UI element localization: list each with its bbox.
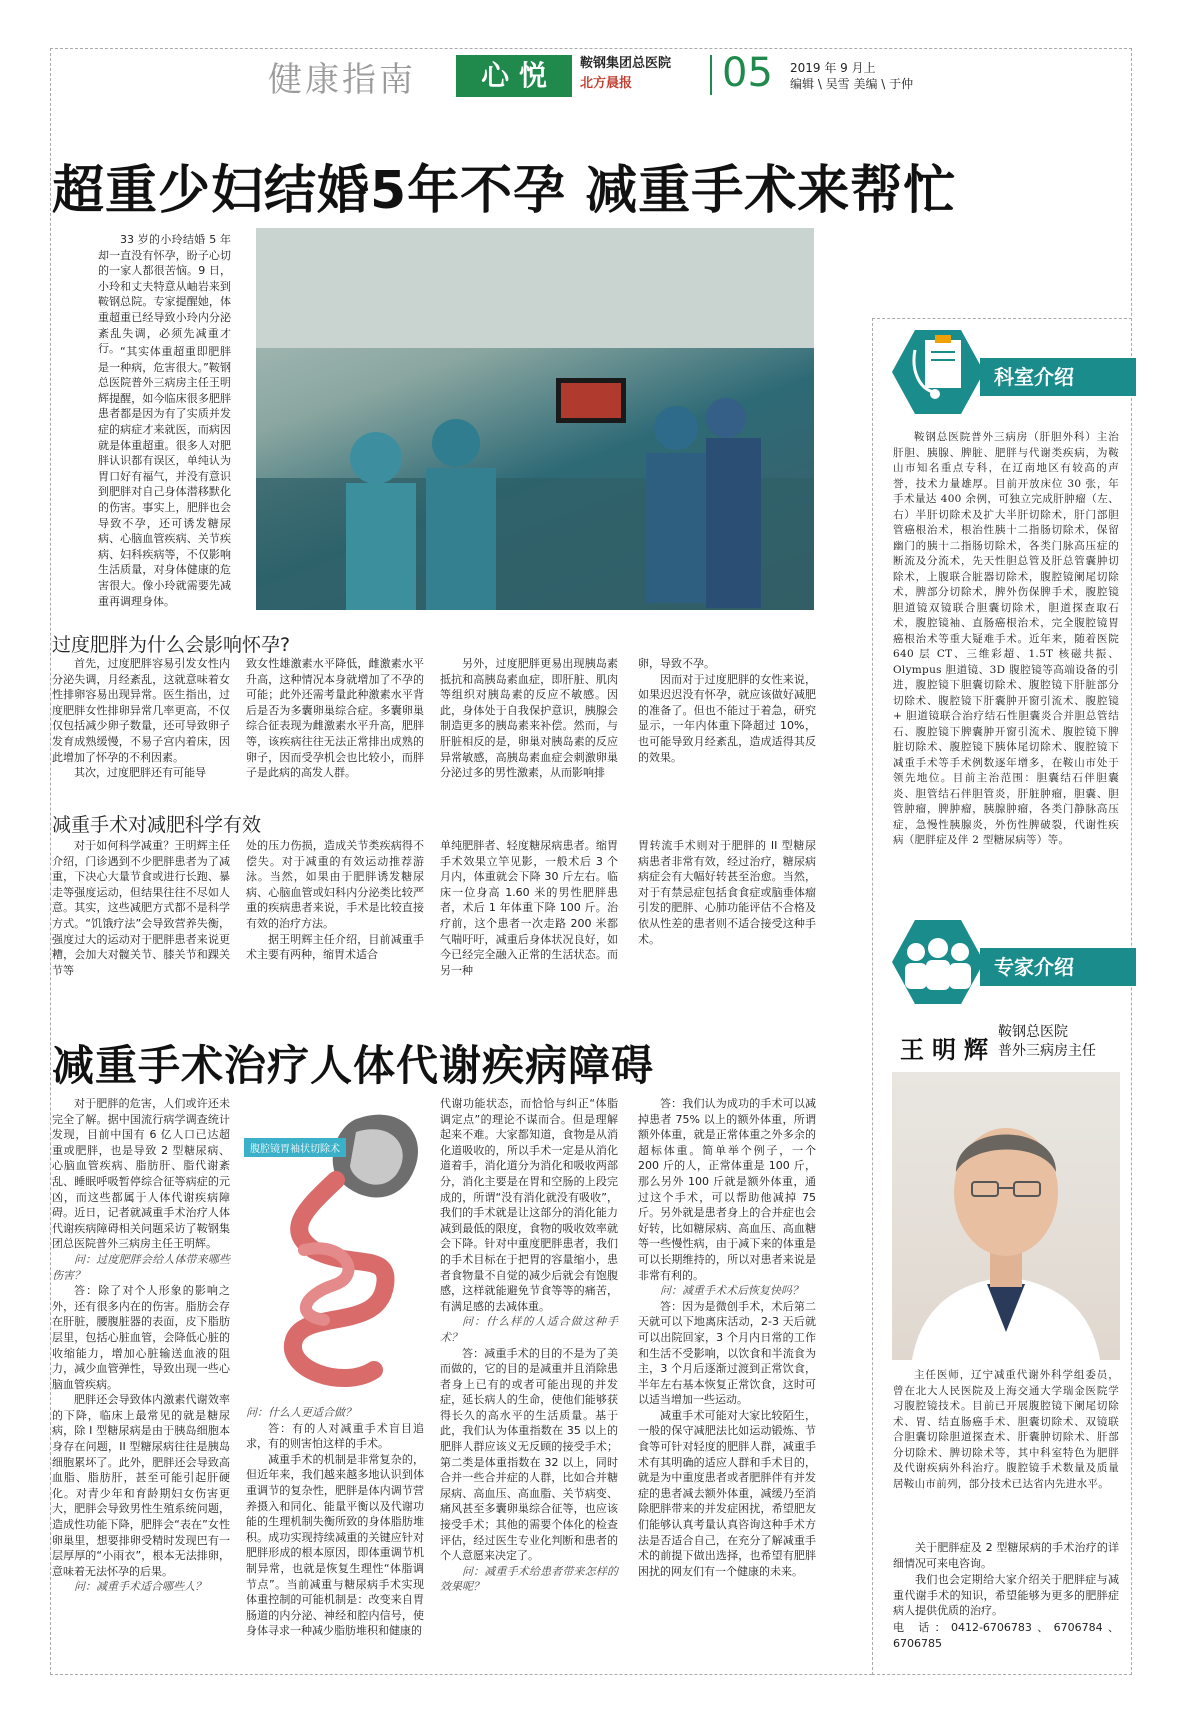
expert-name: 王明辉: [900, 1035, 996, 1064]
a2-col4-text-b: 答：因为是微创手术，术后第二天就可以下地离床活动，2-3 天后就可以出院回家，3 个月内日常的工作和生活不受影响，以饮食和半流食为主，3 个月后逐渐过渡到正常饮食，半年左右基本恢复正常饮食，这时可以适当增加一些运动。: [638, 1299, 816, 1407]
s1-col1: [52, 656, 230, 806]
a2-col3-text: 代谢功能状态，而恰恰与纠正“体脂调定点”的理论不谋而合。但是理解起来不难。大家都知道，食物是从消化道吸收的，所以手术一定是从消化道着手，消化道分为消化和吸收两部分，消化主要是在胃和空肠的上段完成的，所谓“没有消化就没有吸收”，我们的手术就是让这部分的消化能力减到最低的限度，食物的吸收效率就会下降。针对中重度肥胖患者，我们的手术目标在于把胃的容量缩小，患者食物量不自觉的减少后就会有饱腹感，这样就能避免节食等等的痛苦，有满足感的去减体重。: [440, 1097, 618, 1313]
a2-intro: 对于肥胖的危害，人们或许还未完全了解。据中国流行病学调查统计发现，目前中国有 6 亿人口已达超重或肥胖，也是导致 2 型糖尿病、心脑血管疾病、脂肪肝、脂代谢紊乱、睡眠呼吸暂停综合征等病症的元凶，而这些都属于人体代谢疾病障碍。近日，记者就减重手术治疗人体代谢疾病障碍相关问题采访了鞍钢集团总医院普外三病房主任王明辉。: [52, 1097, 230, 1251]
editors: 编辑 \ 吴雪 美编 \ 于仲: [790, 77, 914, 91]
hospital-name: 鞍钢集团总医院: [580, 56, 672, 71]
a2-question-3: 问：什么样的人适合做这种手术？: [440, 1315, 618, 1344]
expert-bio: 主任医师，辽宁减重代谢外科学组委员，曾在北大人民医院及上海交通大学瑞金医院学习腹腔镜技术。目前已开展腹腔镜下阑尾切除术、胃、结直肠癌手术、胆囊切除术、双镜联合胆囊切除胆道探查术、肝囊肿切除术、肝部分切除术、脾切除术等，其中科室特色为肥胖及代谢疾病外科治疗。腹腔镜手术数量及质量居鞍山市前列，部分技术已达省内先进水平。: [893, 1369, 1119, 1490]
a2-col4-text: 答：我们认为成功的手术可以减掉患者 75% 以上的额外体重，所谓额外体重，就是正常体重之外多余的超标体重。简单举个例子，一个 200 斤的人，正常体重是 100 斤，那么另外 100 斤就是额外体重，通过这个手术，可以帮助他减掉 75 斤。另外就是患者身上的合并症也会好转，比如糖尿病、高血压、高血糖等一些慢性病，由于减下来的体重是可以长期维持的，所以对患者来说是非常有利的。: [638, 1097, 816, 1282]
a2-col4: [638, 1096, 816, 1666]
a2-col4-text-c: 减重手术可能对大家比较陌生，一般的保守减肥法比如运动锻炼、节食等可针对轻度的肥胖人群，减重手术有其明确的适应人群和手术目的，就是为中重度患者或者肥胖伴有并发症的患者减去额外体重，减缓乃至消除肥胖带来的并发症困扰，希望肥友们能够认真考量认真咨询这种手术方法是否适合自己，在充分了解减重手术的前提下做出选择，也希望有肥胖困扰的网友们有一个健康的未来。: [638, 1408, 816, 1578]
s1-col4-text-b: 因而对于过度肥胖的女性来说，如果迟迟没有怀孕，就应该做好减肥的准备了。但也不能过于着急，研究显示，一年内体重下降超过 10%，也可能导致月经紊乱，造成适得其反的效果。: [638, 672, 816, 764]
a2-col3: [440, 1096, 618, 1666]
intro-paragraph-2: “其实体重超重即肥胖是一种病，危害很大。”鞍钢总医院普外三病房主任王明辉提醒，如今临床很多肥胖患者都是因为有了实质并发症的病症才来就医，而病因就是体重超重。很多人对肥胖认识都有误区，单纯认为胃口好有福气，并没有意识到肥胖对自己身体潜移默化的伤害。事实上，肥胖也会导致不孕，还可诱发糖尿病、心脑血管疾病、关节疾病、妇科疾病等，不仅影响生活质量，对身体健康的危害很大。像小玲就需要先减重再调理身体。: [98, 345, 231, 608]
headline-1: 超重少妇结婚5年不孕 减重手术来帮忙: [52, 161, 957, 221]
closing-paragraph-1: 关于肥胖症及 2 型糖尿病的手术治疗的详细情况可来电咨询。: [893, 1541, 1119, 1570]
subheading-2: 减重手术对减肥科学有效: [52, 814, 262, 836]
s2-col2-text: 处的压力伤损，造成关节类疾病得不偿失。对于减重的有效运动推荐游泳。当然，如果由于肥胖诱发糖尿病、心脑血管或妇科内分泌类比较严重的疾病患者来说，手术是比较直接有效的治疗方法。: [246, 839, 424, 930]
page-number: 05: [722, 50, 773, 96]
a2-question-1c: 问：减重手术适合哪些人？: [74, 1580, 206, 1594]
s1-col4: [638, 656, 816, 806]
newspaper-name: 北方晨报: [580, 76, 633, 91]
a2-col2-text-b: 减重手术的机制是非常复杂的，但近年来，我们越来越多地认识到体重调节的复杂性，肥胖是体内调节营养摄入和同化、能量平衡以及代谢功能的生理机制失衡所致的身体脂肪堆积。成功实现持续减重的关键应针对肥胖形成的根本原因，即体重调节机制异常，也就是恢复生理性“体脂调节点”。当前减重与糖尿病手术实现体重控制的可能机制是：改变来自胃肠道的内分泌、神经和腔内信号，使身体寻求一种减少脂肪堆积和健康的: [246, 1452, 424, 1638]
expert-badge: 专家介绍: [980, 948, 1136, 986]
s1-col3: 另外，过度肥胖更易出现胰岛素抵抗和高胰岛素血症，即肝脏、肌肉等组织对胰岛素的反应不敏感。因此，身体处于自我保护意识，胰腺会制造更多的胰岛素来补偿。然而，与肝脏相反的是，卵巢对胰岛素的反应异常敏感，高胰岛素血症会刺激卵巢分泌过多的男性激素，从而影响排: [440, 657, 618, 780]
a2-col3-text-b: 答：减重手术的目的不是为了美而做的，它的目的是减重并且消除患者身上已有的或者可能出现的并发症，延长病人的生命，使他们能够获得长久的高水平的生活质量。基于此，我们认为体重指数在 35 以上的肥胖人群应该义无反顾的接受手术；第二类是体重指数在 32 以上，同时合并一些合并症的人群，比如合并糖尿病、高血压、高血脂、关节病变、痛风甚至多囊卵巢综合征等，也应该接受手术；其他的需要个体化的检查评估，经过医生专业化判断和患者的个人意愿来决定了。: [440, 1346, 618, 1563]
s2-col4: 胃转流手术则对于肥胖的 II 型糖尿病患者非常有效，经过治疗，糖尿病病症会有大幅好转甚至治愈。当然，对于有禁忌症包括食食症或脑垂体瘤引发的肥胖、心肺功能评估不合格及依从性差的患者则不适合接受这种手术。: [638, 839, 816, 946]
a2-col2: [246, 1405, 424, 1665]
issue-date: 2019 年 9 月上: [790, 61, 876, 75]
a2-question-1: 问：过度肥胖会给人体带来哪些伤害？: [52, 1252, 230, 1282]
logo: 心 悦: [456, 55, 572, 97]
s1-col1-text-b: 其次，过度肥胖还有可能导: [74, 766, 206, 780]
illustration-label: 腹腔镜胃袖状切除术: [244, 1138, 346, 1157]
s1-col4-text: 卵，导致不孕。: [638, 657, 715, 670]
department-badge: 科室介绍: [980, 358, 1136, 396]
digestive-illustration: [244, 1100, 428, 1400]
a2-answer-1b: 肥胖还会导致体内激素代谢效率的下降，临床上最常见的就是糖尿病，除 I 型糖尿病是由于胰岛细胞本身存在问题，II 型糖尿病往往是胰岛细胞累坏了。此外，肥胖还会导致高血脂、脂肪肝，甚至可能引起肝硬化。对青少年和育龄期妇女伤害更大，肥胖会导致男性生殖系统问题，造成性功能下降，肥胖会“表在”女性卵巢里，想要排卵受精时发现巴有一层厚厚的“小雨衣”，根本无法排卵，意味着无法怀孕的后果。: [52, 1393, 230, 1578]
closing-paragraph-2: 我们也会定期给大家介绍关于肥胖症与减重代谢手术的知识，希望能够为更多的肥胖症病人提供优质的治疗。: [893, 1573, 1119, 1618]
s2-col2: [246, 838, 424, 988]
portrait-figure: [892, 1072, 1120, 1360]
a2-question-5: 问：减重手术术后恢复快吗？: [660, 1284, 803, 1298]
s2-col3: 单纯肥胖者、轻度糖尿病患者。缩胃手术效果立竿见影，一般术后 3 个月内，体重就会下降 30 斤左右。临床一位身高 1.60 米的男性肥胖患者，术后 1 年体重下降 100 斤。治疗前，这个患者一次走路 200 米都气喘吁吁，减重后身体状况良好，如今已经完全融入正常的生活状态。而另一种: [440, 839, 618, 977]
headline-2: 减重手术治疗人体代谢疾病障碍: [52, 1041, 655, 1090]
department-text: 鞍钢总医院普外三病房（肝胆外科）主治肝胆、胰腺、脾脏、肥胖与代谢类疾病，为鞍山市知名重点专科，在辽南地区有较高的声誉，技术力量雄厚。目前开放床位 30 张，年手术量达 400 余例，可独立完成肝肿瘤（左、右）半肝切除术及扩大半肝切除术，肝门部胆管癌根治术，根治性胰十二指肠切除术，保留幽门的胰十二指肠切除术，各类门脉高压症的断流及分流术，先天性胆总管及肝总管囊肿切除术，上腹联合脏器切除术，腹腔镜阑尾切除术，脾部分切除术，脾外伤保脾手术，腹腔镜胆道镜双镜联合胆囊切除术，胆道探查取石术，腹腔镜袖、直肠癌根治术，完全腹腔镜胃癌根治术等重大疑难手术。近年来，随着医院 640 层 CT、三维彩超、1.5T 核磁共振、Olympus 胆道镜、3D 腹腔镜等高端设备的引进，腹腔镜下胆囊切除术、腹腔镜下肝脏部分切除术、腹腔镜下肝囊肿开窗引流术、腹腔镜 + 胆道镜联合治疗结石性胆囊炎合并胆总管结石、腹腔镜下脾囊肿开窗引流术、腹腔镜下脾脏切除术、腹腔镜下胰体尾切除术、腹腔镜下减重手术等手术例数逐年增多，在鞍山市处于领先地位。目前主治范围：胆囊结石伴胆囊炎、胆管结石伴胆管炎，肝脏肿瘤，胆囊、胆管肿瘤，脾肿瘤，胰腺肿瘤，各类门静脉高压症，急慢性胰腺炎，外伤性脾破裂，代谢性疾病（肥胖症及伴 2 型糖尿病等）等。: [893, 431, 1119, 846]
a2-question-4: 问：减重手术给患者带来怎样的效果呢？: [440, 1564, 618, 1594]
intro-paragraph-1: 33 岁的小玲结婚 5 年却一直没有怀孕，盼子心切的一家人都很苦恼。9 日，小玲和丈夫特意从岫岩来到鞍钢总院。专家提醒她，体重超重已经导致小玲内分泌紊乱失调，必须先减重才行。: [98, 233, 231, 356]
a2-question-2: 问：什么人更适合做？: [246, 1406, 356, 1419]
s2-col2-text-b: 据王明辉主任介绍，目前减重手术主要有两种，缩胃术适合: [246, 932, 424, 962]
s1-col1-text: 首先，过度肥胖容易引发女性内分泌失调，月经紊乱，这就意味着女性排卵容易出现异常。医生指出，过度肥胖女性排卵异常几率更高，不仅仅包括减少卵子数量，还可导致卵子发育成熟缓慢，不易子宫内着床，因此增加了怀孕的不利因素。: [52, 657, 230, 764]
s1-col2: 致女性雄激素水平降低，雌激素水平升高，这种情况本身就增加了不孕的可能；此外还需考量此种激素水平背后是否为多囊卵巢综合症。多囊卵巢综合征表现为雌激素水平升高，肥胖等，该疾病往往无法正常排出成熟的卵子，因而受孕机会也比较小，而胖子是此病的高发人群。: [246, 657, 424, 780]
expert-portrait: [892, 1072, 1120, 1360]
header-divider: [710, 55, 712, 95]
section-title: 健康指南: [268, 60, 416, 100]
a2-col2-text: 答：有的人对减重手术盲目追求，有的则害怕这样的手术。: [246, 1421, 424, 1451]
expert-organization: 鞍钢总医院: [998, 1024, 1068, 1040]
surgery-photo: [256, 228, 814, 610]
a2-answer-1: 答：除了对个人形象的影响之外，还有很多内在的伤害。脂肪会存在肝脏，腰腹脏器的表面，皮下脂肪层里，包括心脏血管，会降低心脏的收缩能力，增加心脏输送血液的阻力，减少血管弹性，导致出现一些心脑血管疾病。: [52, 1284, 230, 1391]
surgery-photo-illustration: [256, 228, 814, 610]
expert-position: 普外三病房主任: [998, 1043, 1096, 1059]
subheading-1: 过度肥胖为什么会影响怀孕?: [52, 634, 291, 656]
s2-col1: 对于如何科学减重？王明辉主任介绍，门诊遇到不少肥胖患者为了减重，下决心大量节食或进行长跑、暴走等强度运动，但结果往往不尽如人意。其实，这些减肥方式都不是科学方式。“饥饿疗法”会导致营养失衡，强度过大的运动对于肥胖患者来说更糟，会加大对髋关节、膝关节和踝关节等: [52, 839, 230, 977]
medical-staff-icon: [896, 930, 980, 1000]
contact-phone: 电 话：0412-6706783、6706784、6706785: [893, 1621, 1119, 1650]
a2-col1: [52, 1096, 230, 1666]
clipboard-stethoscope-icon: [905, 330, 975, 414]
